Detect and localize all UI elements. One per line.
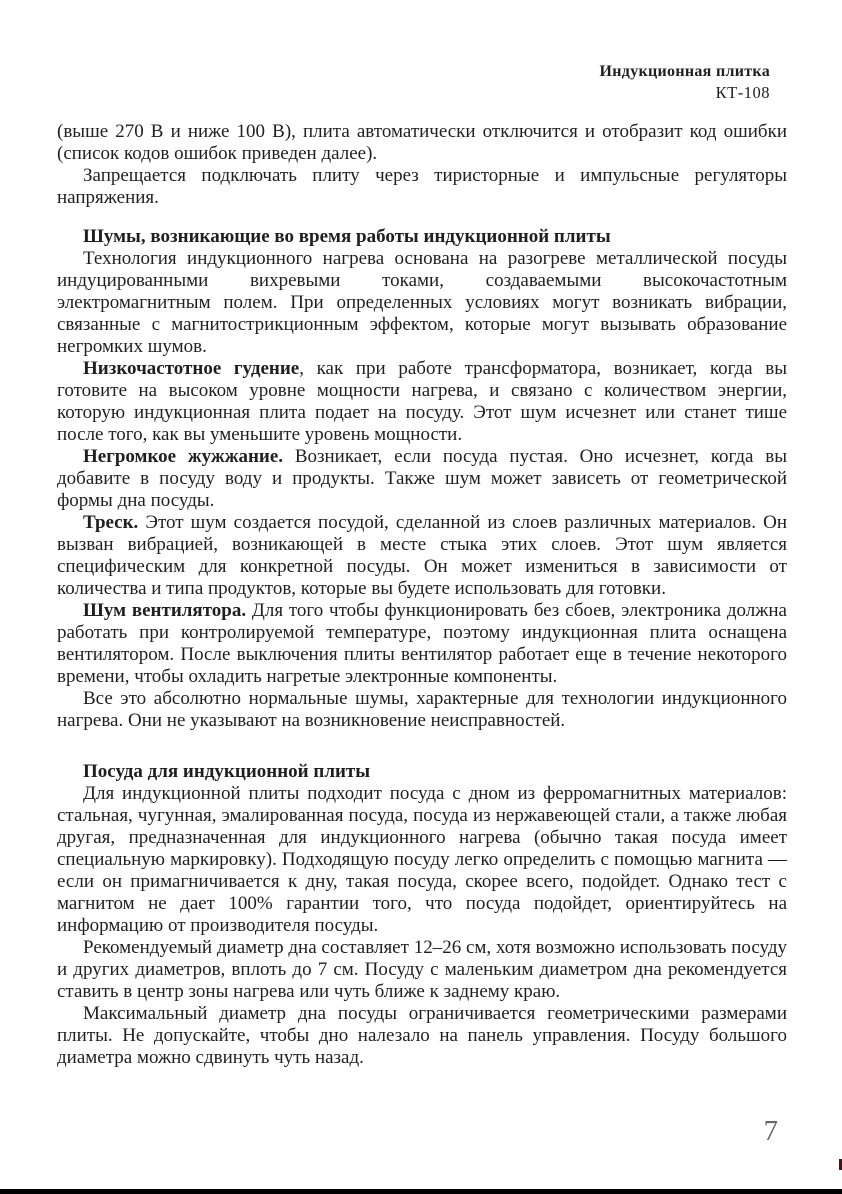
paragraph-low-frequency-hum — [57, 358, 787, 446]
paragraph-normal-noises: Все это абсолютно нормальные шумы, характерные для технологии индукционного нагрева. Они не указывают на возникновение неисправностей. — [57, 688, 787, 731]
scan-edge-bottom — [0, 1189, 842, 1194]
paragraph-max-diameter: Максимальный диаметр дна посуды ограничивается геометрическими размерами плиты. Не допускайте, чтобы дно налезало на панель управления. Посуду большого диаметра можно сдвинуть чуть назад. — [57, 1003, 787, 1068]
paragraph-text: , как при работе трансформатора, возникает, когда вы готовите на высоком уровне мощности нагрева, и связано с количеством энергии, которую индукционная плита подает на посуду. Этот шум исчезнет или станет тише после того, как вы уменьшите уровень мощности. — [57, 358, 787, 445]
paragraph-recommended-diameter: Рекомендуемый диаметр дна составляет 12–26 см, хотя возможно использовать посуду и других диаметров, вплоть до 7 см. Посуду с маленьким диаметром дна рекомендуется ставить в центр зоны нагрева или чуть ближе к заднему краю. — [57, 937, 787, 1002]
paragraph-crackling — [57, 512, 787, 600]
section-noises — [57, 226, 787, 732]
section-heading-noises: Шумы, возникающие во время работы индукционной плиты — [83, 226, 611, 247]
paragraph-suitable-cookware: Для индукционной плиты подходит посуда с дном из ферромагнитных материалов: стальная, чугунная, эмалированная посуда, посуда из нержавеющей стали, а также любая другая, предназначенная для индукционного нагрева (обычно такая посуда имеет специальную маркировку). Подходящую посуду легко определить с помощью магнита — если он примагничивается к дну, такая посуда, скорее всего, подойдет. Однако тест с магнитом не дает 100% гарантии того, что посуда подойдет, ориентируйтесь на информацию от производителя посуды. — [57, 783, 787, 936]
paragraph-induction-technology: Технология индукционного нагрева основана на разогреве металлической посуды индуцированными вихревыми токами, создаваемыми высокочастотным электромагнитным полем. При определенных условиях могут возникать вибрации, связанные с магнитострикционным эффектом, которые могут вызывать образование негромких шумов. — [57, 248, 787, 357]
header-model-code: КТ-108 — [715, 83, 770, 103]
paragraph-lead: Шум вентилятора. — [83, 600, 247, 621]
section-cookware — [57, 761, 787, 1069]
section-heading-cookware: Посуда для индукционной плиты — [83, 761, 371, 782]
page-header — [600, 62, 770, 103]
paragraph-lead: Низкочастотное гудение — [83, 358, 300, 379]
paragraph-text: Возникает, если посуда пустая. Оно исчезнет, когда вы добавите в посуду воду и продукты. Также шум может зависеть от геометрической формы дна посуды. — [57, 446, 788, 511]
paragraph-error-code: (выше 270 В и ниже 100 В), плита автоматически отключится и отобразит код ошибки (список кодов ошибок приведен далее). — [57, 121, 787, 164]
paragraph-text: Для того чтобы функционировать без сбоев, электроника должна работать при контролируемой температуре, поэтому индукционная плита оснащена вентилятором. После выключения плиты вентилятор работает еще в течение некоторого времени, чтобы охладить нагретые электронные компоненты. — [57, 600, 787, 687]
paragraph-regulators-warning: Запрещается подключать плиту через тиристорные и импульсные регуляторы напряжения. — [57, 165, 787, 208]
page-number: 7 — [763, 1115, 778, 1147]
header-product-name: Индукционная плитка — [599, 63, 770, 80]
paragraph-fan-noise — [57, 600, 787, 688]
paragraph-quiet-buzz — [57, 446, 787, 512]
page-body — [57, 121, 787, 1069]
paragraph-lead: Негромкое жужжание. — [83, 446, 284, 467]
paragraph-text: Этот шум создается посудой, сделанной из слоев различных материалов. Он вызван вибрацией, возникающей в месте стыка этих слоев. Этот шум является специфическим для конкретной посуды. Он может измениться в зависимости от количества и типа продуктов, которые вы будете использовать для готовки. — [57, 512, 787, 599]
paragraph-lead: Треск. — [83, 512, 139, 533]
